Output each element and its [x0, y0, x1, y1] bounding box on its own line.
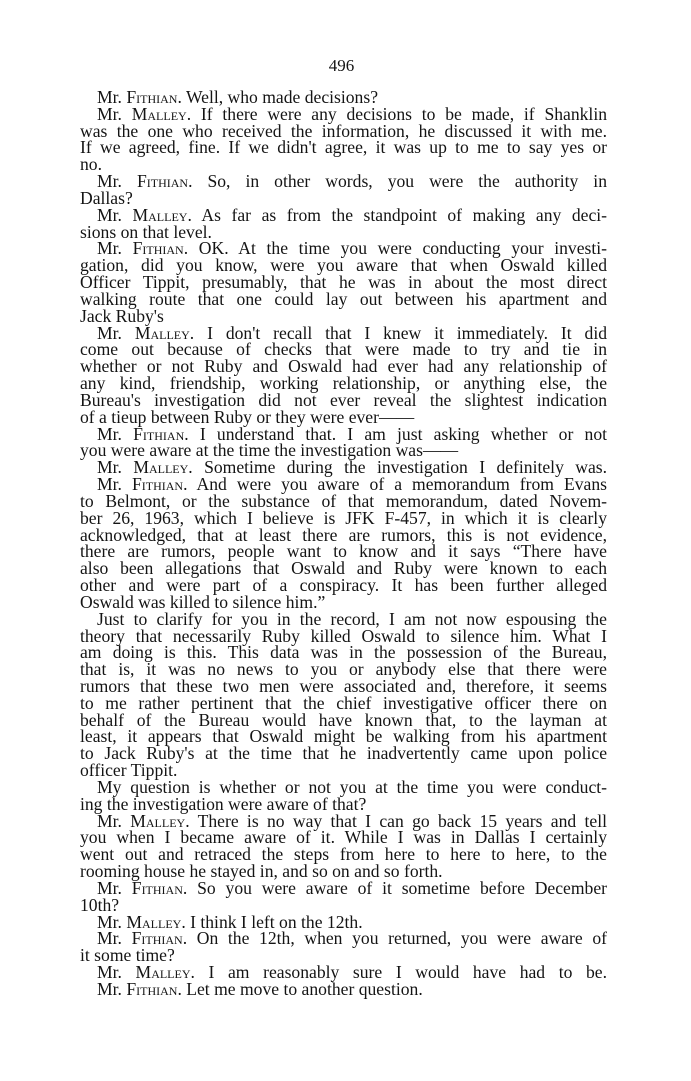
speaker-name: Malley — [132, 204, 188, 225]
text-line: Mr. Fithian. On the 12th, when you returned, you were aware of — [97, 928, 607, 949]
speaker-name: Fithian — [132, 238, 184, 259]
line-text: that is, it was no news to you or anybody else that there were — [80, 659, 607, 680]
speaker-name: Fithian — [133, 423, 185, 444]
line-text: least, it appears that Oswald might be walking from his apartment — [80, 726, 607, 747]
line-text: was the one who received the information, he discussed it with me. — [80, 120, 607, 141]
testimony-paragraph — [80, 978, 607, 999]
speaker-title: Mr. — [97, 87, 122, 107]
testimony-paragraph — [80, 810, 607, 882]
line-text: There is no way that I can go back 15 years and tell — [197, 810, 607, 831]
line-text: Officer Tippit, presumably, that he was in about the most direct — [80, 272, 607, 293]
line-text: to Jack Ruby's at the time that he inadvertently came upon police — [80, 743, 607, 764]
transcript-body — [80, 89, 607, 998]
line-text: no. — [80, 154, 102, 175]
line-text: ber 26, 1963, which I believe is JFK F-457, in which it is clearly — [80, 507, 607, 528]
text-line: Mr. Fithian. So, in other words, you were the authority in — [97, 171, 607, 192]
line-text: 10th? — [80, 894, 120, 915]
text-line: Mr. Malley. There is no way that I can go back 15 years and tell — [97, 810, 607, 831]
line-text: Let me move to another question. — [186, 978, 423, 999]
text-line: Mr. Fithian. So you were aware of it sometime before December — [97, 877, 607, 898]
line-text: acknowledged, that at least there are rumors, this is not evidence, — [80, 524, 607, 545]
text-line — [80, 139, 607, 156]
text-line: Mr. Malley. As far as from the standpoint of making any deci- — [97, 204, 607, 225]
testimony-paragraph — [80, 103, 608, 175]
text-line: Mr. Fithian. Well, who made decisions? — [97, 87, 378, 107]
speaker-title: Mr. — [97, 911, 122, 932]
page-number: 496 — [328, 56, 355, 75]
speaker-name: Malley — [135, 962, 191, 983]
line-text: went out and retraced the steps from here to here to here, to the — [80, 844, 607, 865]
text-line: Mr. Malley. If there were any decisions to be made, if Shanklin — [97, 103, 608, 124]
line-text: walking route that one could lay out between his apartment and — [80, 288, 607, 309]
line-text: behalf of the Bureau would have known that, to the layman at — [80, 709, 607, 730]
speaker-name: Fithian — [126, 87, 178, 107]
line-text: rooming house he stayed in, and so on and so forth. — [80, 861, 443, 882]
speaker-title: Mr. — [97, 810, 122, 831]
line-text: other and were part of a conspiracy. It has been further alleged — [80, 575, 607, 596]
text-line: Mr. Fithian. I understand that. I am just asking whether or not — [97, 423, 607, 444]
speaker-name: Malley — [133, 457, 189, 478]
text-line: Mr. Malley. I am reasonably sure I would have had to be. — [97, 962, 608, 983]
line-text: So you were aware of it sometime before December — [197, 877, 607, 898]
line-text: to Belmont, or the substance of that memorandum, dated Novem- — [80, 490, 607, 511]
speaker-title: Mr. — [97, 204, 122, 225]
speaker-name: Malley — [134, 322, 190, 343]
line-text: there are rumors, people want to know and it says “There have — [80, 541, 607, 562]
text-line: Mr. Fithian. And were you aware of a memorandum from Evans — [97, 474, 608, 495]
speaker-title: Mr. — [97, 978, 122, 999]
line-text: Sometime during the investigation I definitely was. — [204, 457, 608, 478]
line-text: theory that necessarily Ruby killed Oswald to silence him. What I — [80, 625, 607, 646]
text-line: Mr. Malley. I don't recall that I knew it immediately. It did — [97, 322, 607, 343]
line-text: And were you aware of a memorandum from Evans — [196, 474, 608, 495]
speaker-title: Mr. — [97, 171, 122, 192]
testimony-paragraph — [80, 877, 607, 915]
line-text: to me rather pertinent that the chief investigative officer there on — [80, 692, 607, 713]
line-text: As far as from the standpoint of making any deci- — [201, 204, 607, 225]
speaker-name: Fithian — [126, 978, 178, 999]
line-text: I think I left on the 12th. — [190, 911, 363, 932]
speaker-title: Mr. — [97, 423, 122, 444]
line-text: Bureau's investigation did not ever reveal the slightest indication — [80, 389, 607, 410]
line-text: ing the investigation were aware of that? — [80, 793, 367, 814]
speaker-name: Fithian — [136, 171, 189, 192]
text-line: Mr. Malley. I think I left on the 12th. — [97, 911, 363, 932]
speaker-title: Mr. — [97, 457, 122, 478]
text-line: Mr. Malley. Sometime during the investigation I definitely was. — [97, 457, 608, 478]
testimony-paragraph — [80, 173, 607, 207]
line-text: of a tieup between Ruby or they were ever—— — [80, 406, 415, 427]
testimony-paragraph — [80, 476, 607, 611]
speaker-name: Malley — [130, 810, 186, 831]
line-text: Jack Ruby's — [80, 305, 164, 326]
text-line: Mr. Fithian. Let me move to another question. — [97, 978, 423, 999]
line-text: any kind, friendship, working relationship, or anything else, the — [80, 373, 607, 394]
line-text: gation, did you know, were you aware that when Oswald killed — [80, 255, 607, 276]
line-text: I don't recall that I knew it immediately. It did — [207, 322, 607, 343]
line-text: officer Tippit. — [80, 760, 178, 781]
line-text: OK. At the time you were conducting your investi- — [198, 238, 608, 259]
line-text: Oswald was killed to silence him.” — [80, 591, 326, 612]
line-text: If we agreed, fine. If we didn't agree, it was up to me to say yes or — [80, 137, 607, 158]
testimony-paragraph — [80, 240, 607, 324]
speaker-name: Fithian — [131, 928, 183, 949]
speaker-name: Fithian — [131, 877, 183, 898]
line-text: sions on that level. — [80, 221, 212, 242]
speaker-title: Mr. — [97, 474, 122, 495]
speaker-name: Malley — [131, 103, 187, 124]
statement-paragraph — [80, 776, 607, 814]
line-text: Dallas? — [80, 187, 133, 208]
line-text: also been allegations that Oswald and Ruby were known to each — [80, 558, 607, 579]
line-text: rumors that these two men were associated and, therefore, it seems — [80, 675, 607, 696]
line-text: I understand that. I am just asking whether or not — [199, 423, 607, 444]
statement-paragraph — [80, 608, 607, 781]
line-text: you when I became aware of it. While I was in Dallas I certainly — [80, 827, 607, 848]
line-text: I am reasonably sure I would have had to be. — [208, 962, 608, 983]
line-text: come out because of checks that were made to try and tie in — [80, 339, 607, 360]
speaker-title: Mr. — [97, 877, 122, 898]
text-line: Mr. Fithian. OK. At the time you were conducting your investi- — [97, 238, 608, 259]
line-text: whether or not Ruby and Oswald had ever had any relationship of — [80, 356, 607, 377]
line-text: it some time? — [80, 945, 175, 966]
line-text: you were aware at the time the investigation was—— — [80, 440, 459, 461]
testimony-paragraph — [80, 204, 607, 242]
line-text: So, in other words, you were the authority in — [207, 171, 607, 192]
line-text: If there were any decisions to be made, if Shanklin — [200, 103, 608, 124]
speaker-title: Mr. — [97, 238, 122, 259]
line-text: My question is whether or not you at the time you were conduct- — [97, 776, 607, 797]
speaker-title: Mr. — [97, 103, 122, 124]
speaker-title: Mr. — [97, 962, 122, 983]
testimony-paragraph — [80, 423, 607, 461]
testimony-paragraph — [80, 322, 607, 427]
line-text: Well, who made decisions? — [185, 87, 378, 107]
line-text: am doing is this. This data was in the possession of the Bureau, — [80, 642, 607, 663]
speaker-title: Mr. — [97, 928, 122, 949]
line-text: Just to clarify for you in the record, I am not now espousing the — [97, 608, 607, 629]
speaker-name: Malley — [126, 911, 182, 932]
speaker-title: Mr. — [97, 322, 122, 343]
speaker-name: Fithian — [131, 474, 184, 495]
testimony-paragraph — [80, 930, 607, 964]
line-text: On the 12th, when you returned, you were aware of — [196, 928, 607, 949]
